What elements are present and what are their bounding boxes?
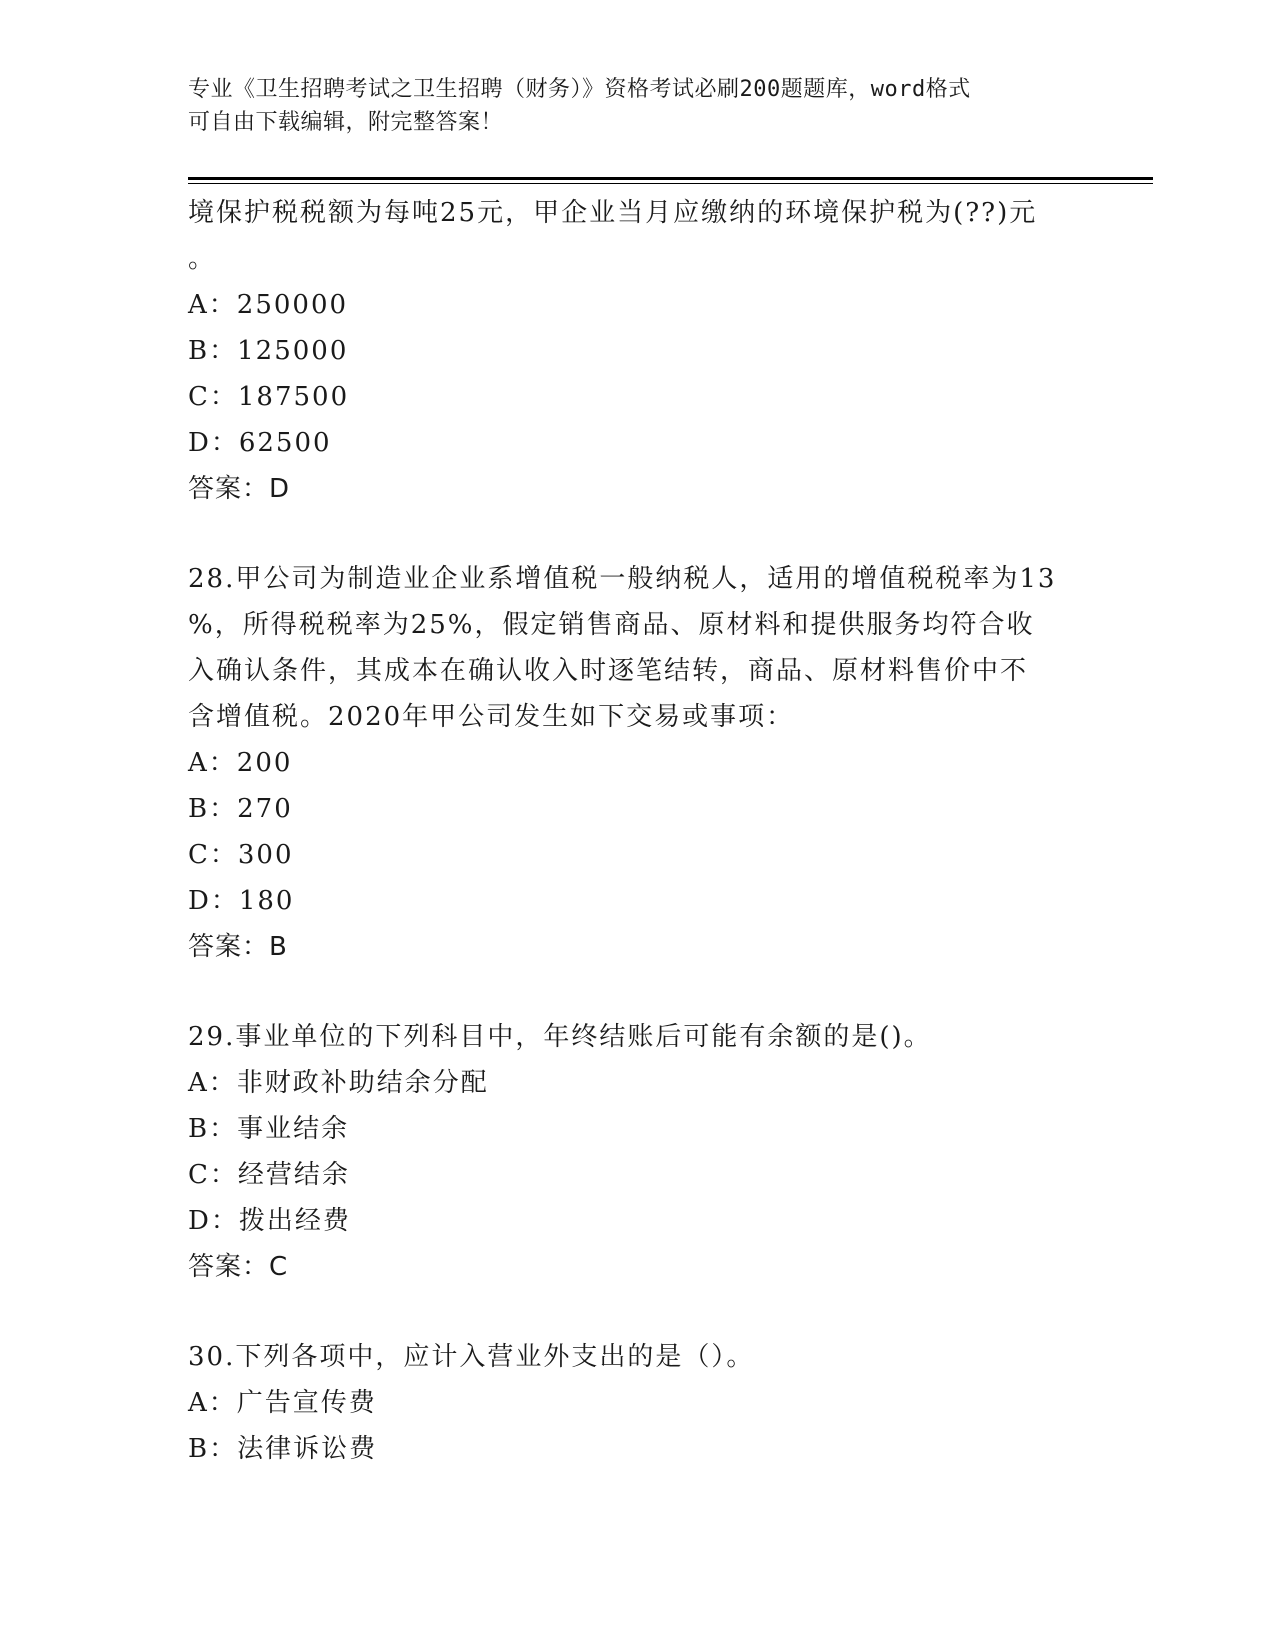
option-b: B：270 — [188, 794, 293, 824]
question-stem-line: 含增值税。2020年甲公司发生如下交易或事项： — [188, 702, 795, 732]
header-title-line-2: 可自由下载编辑，附完整答案！ — [188, 110, 504, 135]
option-a: A：广告宣传费 — [188, 1388, 377, 1418]
question-list — [188, 190, 1088, 1472]
option-b: B：事业结余 — [188, 1114, 350, 1144]
question-29 — [188, 1014, 1088, 1290]
question-spacer — [188, 1290, 1088, 1334]
question-27 — [188, 190, 1088, 512]
question-stem-line: 。 — [188, 244, 217, 274]
question-stem-line: 29.事业单位的下列科目中，年终结账后可能有余额的是()。 — [188, 1022, 932, 1052]
option-b: B：125000 — [188, 336, 349, 366]
question-stem-line: 境保护税税额为每吨25元，甲企业当月应缴纳的环境保护税为(??)元 — [188, 198, 1038, 228]
option-d: D：拨出经费 — [188, 1206, 351, 1236]
option-a: A：200 — [188, 748, 293, 778]
question-stem-line: 28.甲公司为制造业企业系增值税一般纳税人，适用的增值税税率为13 — [188, 564, 1057, 594]
answer-line: 答案：C — [188, 1252, 289, 1282]
question-stem-line: %，所得税税率为25%，假定销售商品、原材料和提供服务均符合收 — [188, 610, 1035, 640]
option-b: B：法律诉讼费 — [188, 1434, 378, 1464]
option-c: C：300 — [188, 840, 294, 870]
option-a: A：250000 — [188, 290, 349, 320]
header-rule-thick — [188, 177, 1153, 180]
header-rule-thin — [188, 183, 1153, 184]
question-30 — [188, 1334, 1088, 1472]
option-d: D：62500 — [188, 428, 332, 458]
answer-line: 答案：D — [188, 474, 291, 504]
option-d: D：180 — [188, 886, 295, 916]
answer-line: 答案：B — [188, 932, 288, 962]
option-a: A：非财政补助结余分配 — [188, 1068, 489, 1098]
question-stem-line: 入确认条件，其成本在确认收入时逐笔结转，商品、原材料售价中不 — [188, 656, 1029, 686]
question-stem-line: 30.下列各项中，应计入营业外支出的是（）。 — [188, 1342, 755, 1372]
question-28 — [188, 556, 1088, 970]
question-spacer — [188, 512, 1088, 556]
document-header — [188, 73, 1088, 139]
question-spacer — [188, 970, 1088, 1014]
option-c: C：187500 — [188, 382, 350, 412]
header-title-line-1: 专业《卫生招聘考试之卫生招聘（财务）》资格考试必刷200题题库，word格式 — [188, 77, 971, 102]
option-c: C：经营结余 — [188, 1160, 350, 1190]
